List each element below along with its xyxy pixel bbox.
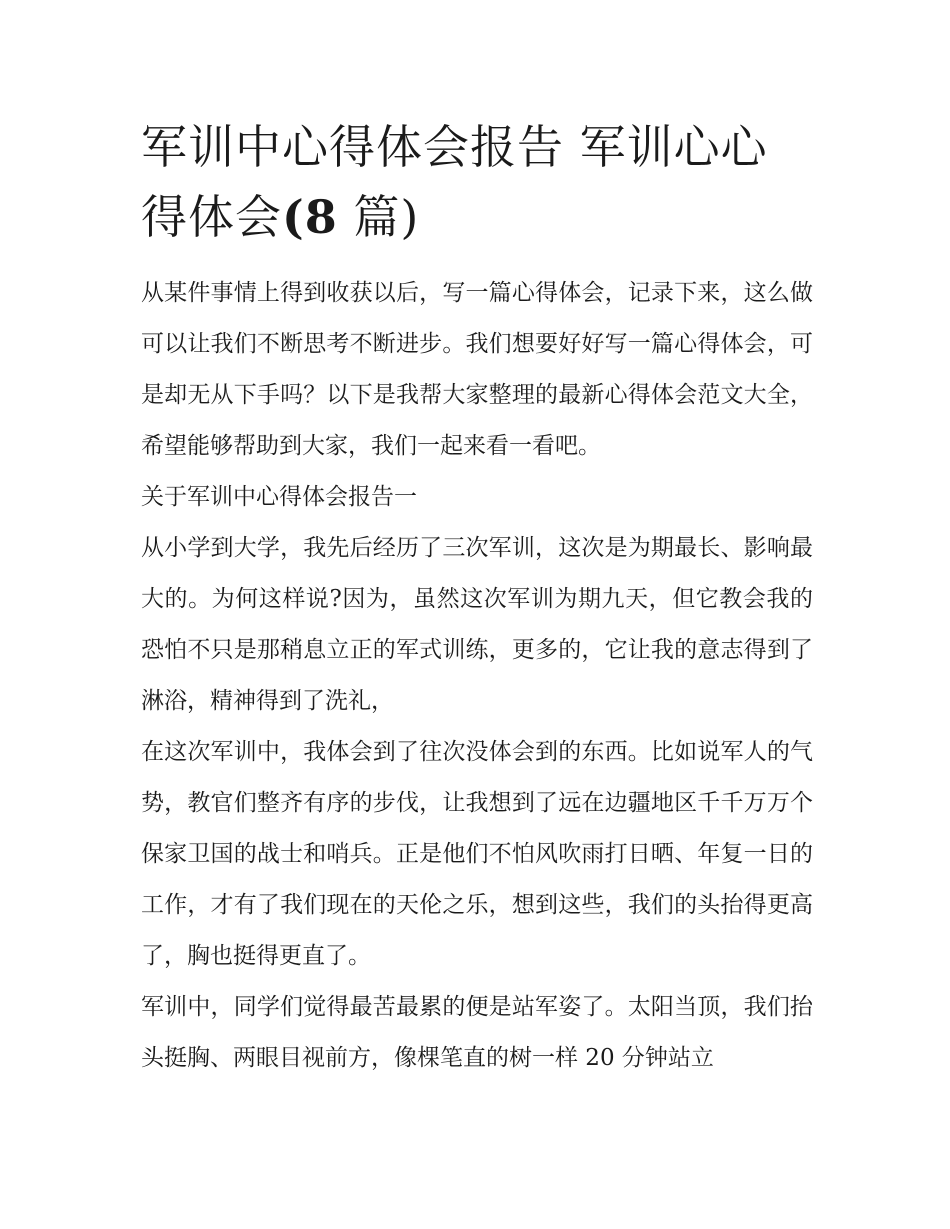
document-title — [141, 112, 813, 252]
body-paragraph: 军训中，同学们觉得最苦最累的便是站军姿了。太阳当顶，我们抬头挺胸、两眼目视前方，像棵笔直的树一样 20 分钟站立 — [141, 994, 813, 1071]
section-heading: 关于军训中心得体会报告一 — [141, 484, 417, 510]
title-suffix: 篇) — [337, 190, 420, 244]
intro-paragraph: 从某件事情上得到收获以后，写一篇心得体会，记录下来，这么做可以让我们不断思考不断进步。我们想要好好写一篇心得体会，可是却无从下手吗？以下是我帮大家整理的最新心得体会范文大全，希望能够帮助到大家，我们一起来看一看吧。 — [141, 280, 813, 459]
title-text: 军训中心得体会报告 军训心心得体会 — [141, 120, 768, 244]
body-paragraph: 在这次军训中，我体会到了往次没体会到的东西。比如说军人的气势，教官们整齐有序的步伐，让我想到了远在边疆地区千千万万个保家卫国的战士和哨兵。正是他们不怕风吹雨打日晒、年复一日的工作，才有了我们现在的天伦之乐，想到这些，我们的头抬得更高了，胸也挺得更直了。 — [141, 739, 813, 969]
body-paragraph: 从小学到大学，我先后经历了三次军训，这次是为期最长、影响最大的。为何这样说?因为，虽然这次军训为期九天，但它教会我的恐怕不只是那稍息立正的军式训练，更多的，它让我的意志得到了淋浴，精神得到了洗礼， — [141, 535, 813, 714]
title-count: (8 — [282, 190, 338, 244]
document-page — [141, 112, 813, 1084]
